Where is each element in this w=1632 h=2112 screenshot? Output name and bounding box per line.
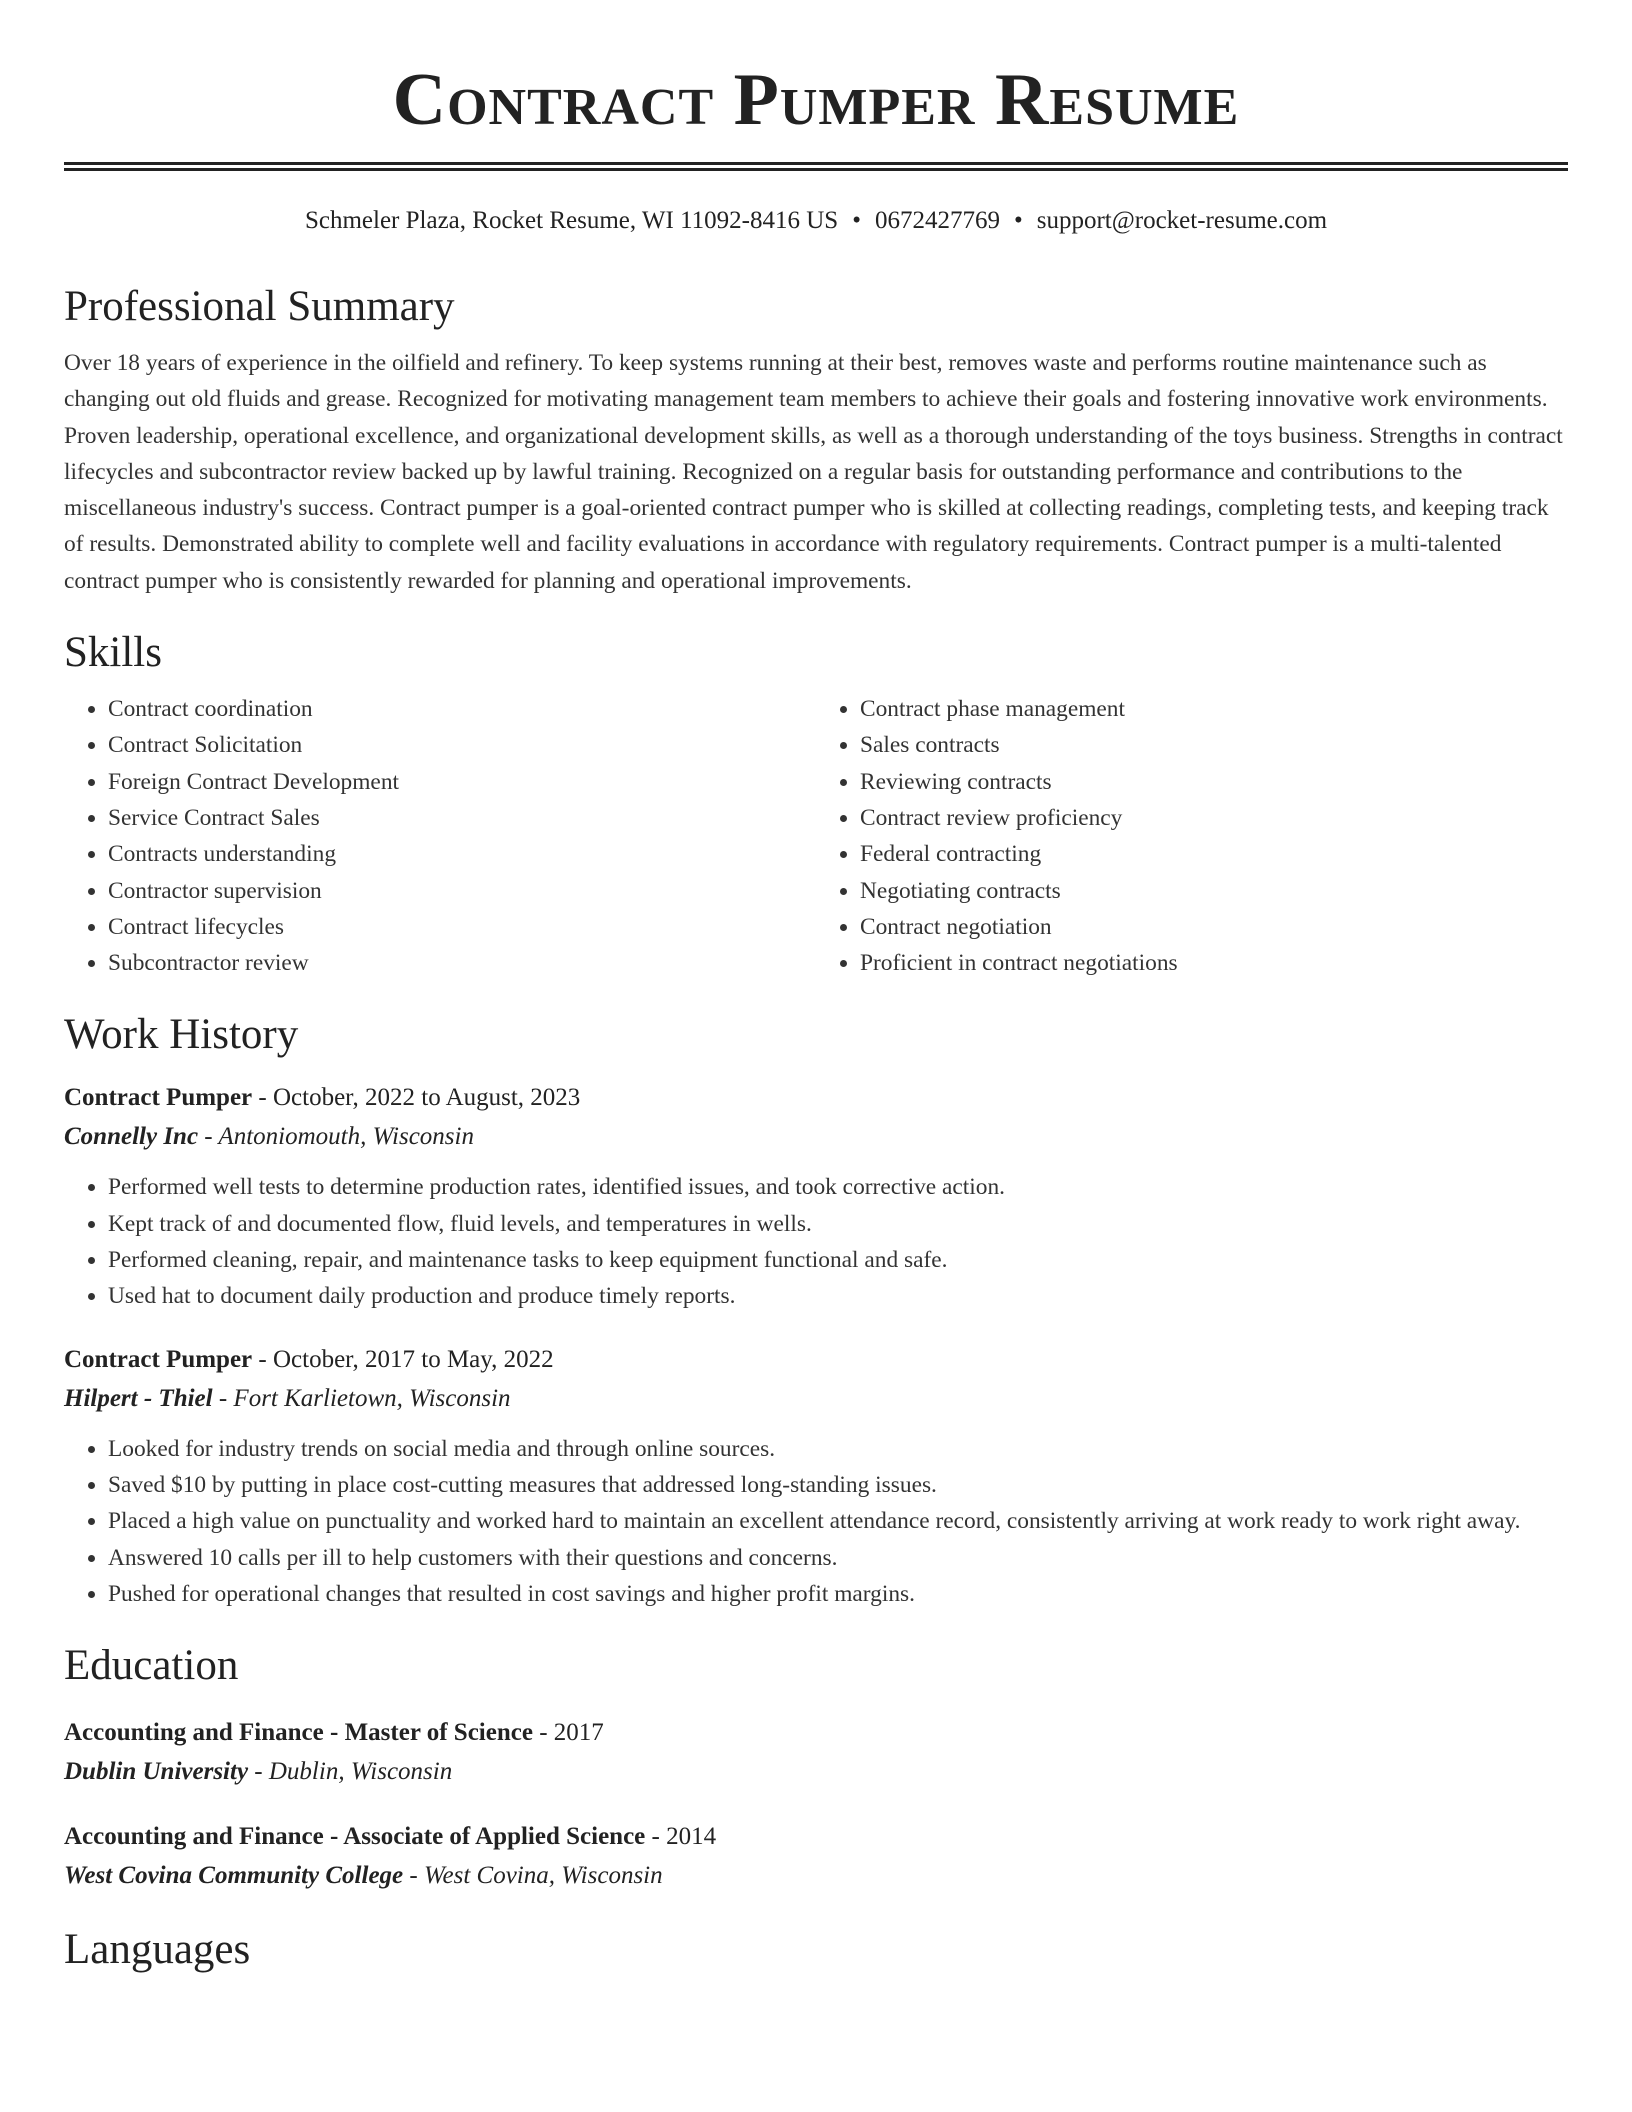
education-location: - West Covina, Wisconsin [403, 1862, 663, 1890]
work-history-heading: Work History [64, 1011, 299, 1059]
skills-heading: Skills [64, 629, 162, 677]
job-location: - Fort Karlietown, Wisconsin [212, 1384, 511, 1412]
skill-item: • Contracts understanding [108, 836, 816, 872]
education-school: Dublin University [64, 1758, 249, 1786]
skill-item: • Sales contracts [860, 727, 1568, 763]
skill-item: • Federal contracting [860, 836, 1568, 872]
contact-email: support@rocket-resume.com [1036, 207, 1328, 234]
job-bullet: • Saved $10 by putting in place cost-cutting measures that addressed long-standing issues. [108, 1467, 1568, 1503]
job-bullet: • Answered 10 calls per ill to help customers with their questions and concerns. [108, 1540, 1568, 1576]
summary-text: Over 18 years of experience in the oilfield and refinery. To keep systems running at their best, removes waste and performs routine maintenance such as changing out old fluids and grease. Recognized for motivating management team members to achieve their goals and fostering innovative work environments. Proven leadership, operational excellence, and organizational development skills, as well as a thorough understanding of the toys business. Strengths in contract lifecycles and subcontractor review backed up by lawful training. Recognized on a regular basis for outstanding performance and contributions to the miscellaneous industry's success. Contract pumper is a goal-oriented contract pumper who is skilled at collecting readings, completing tests, and keeping track of results. Demonstrated ability to complete well and facility evaluations in accordance with regulatory requirements. Contract pumper is a multi-talented contract pumper who is consistently rewarded for planning and operational improvements. [64, 350, 1563, 594]
skill-item: • Contract negotiation [860, 909, 1568, 945]
contact-separator: • [1013, 207, 1023, 234]
education-institution [64, 1856, 1568, 1896]
languages-heading: Languages [64, 1926, 251, 1974]
education-heading: Education [64, 1642, 239, 1690]
job-entry [64, 1341, 1568, 1612]
job-dates: - October, 2017 to May, 2022 [252, 1345, 554, 1373]
education-entry [64, 1818, 1568, 1896]
work-history-section [64, 1009, 1568, 1612]
skills-list-right [816, 691, 1568, 981]
skill-item: • Contract review proficiency [860, 800, 1568, 836]
education-year: - 2014 [645, 1823, 717, 1851]
skill-item: • Subcontractor review [108, 945, 816, 981]
skills-section [64, 627, 1568, 981]
education-institution [64, 1752, 1568, 1792]
job-bullets [64, 1169, 1568, 1314]
job-employer [64, 1379, 1568, 1419]
job-bullets [64, 1431, 1568, 1612]
job-title: Contract Pumper [64, 1345, 253, 1373]
job-bullet: • Looked for industry trends on social media and through online sources. [108, 1431, 1568, 1467]
skill-item: • Service Contract Sales [108, 800, 816, 836]
education-degree: Accounting and Finance - Master of Science [64, 1719, 533, 1747]
education-section [64, 1640, 1568, 1896]
summary-heading: Professional Summary [64, 283, 455, 330]
contact-separator: • [852, 207, 861, 234]
education-location: - Dublin, Wisconsin [248, 1758, 453, 1786]
title-double-rule [64, 162, 1568, 171]
education-header [64, 1818, 1568, 1856]
skill-item: • Contract Solicitation [108, 727, 816, 763]
job-bullet: • Used hat to document daily production and produce timely reports. [108, 1278, 1568, 1314]
job-header [64, 1341, 1568, 1379]
skill-item: • Negotiating contracts [860, 873, 1568, 909]
skill-item: • Contract phase management [860, 691, 1568, 727]
education-year: - 2017 [532, 1719, 604, 1747]
contact-phone: 0672427769 [874, 207, 1000, 234]
job-entry [64, 1079, 1568, 1314]
education-header [64, 1714, 1568, 1752]
contact-line [64, 205, 1568, 237]
job-bullet: • Pushed for operational changes that resulted in cost savings and higher profit margins. [108, 1576, 1568, 1612]
contact-address: Schmeler Plaza, Rocket Resume, WI 11092-8416 US [304, 207, 839, 234]
education-degree: Accounting and Finance - Associate of Applied Science [64, 1823, 646, 1851]
job-bullet: • Performed well tests to determine production rates, identified issues, and took corrective action. [108, 1169, 1568, 1205]
skills-list-left [64, 691, 816, 981]
skills-columns [64, 691, 1568, 981]
job-bullet: • Kept track of and documented flow, fluid levels, and temperatures in wells. [108, 1206, 1568, 1242]
education-entry [64, 1714, 1568, 1792]
summary-section [64, 281, 1568, 599]
skill-item: • Contractor supervision [108, 873, 816, 909]
skill-item: • Reviewing contracts [860, 764, 1568, 800]
skill-item: • Contract lifecycles [108, 909, 816, 945]
job-employer [64, 1117, 1568, 1157]
job-header [64, 1079, 1568, 1117]
job-company: Connelly Inc [64, 1123, 199, 1151]
job-bullet: • Placed a high value on punctuality and worked hard to maintain an excellent attendance record, consistently arriving at work ready to work right away. [108, 1503, 1568, 1539]
skill-item: • Foreign Contract Development [108, 764, 816, 800]
resume-title: Contract Pumper Resume [392, 59, 1240, 141]
job-company: Hilpert - Thiel [64, 1384, 213, 1412]
skill-item: • Contract coordination [108, 691, 816, 727]
job-dates: - October, 2022 to August, 2023 [252, 1084, 581, 1112]
job-title: Contract Pumper [64, 1084, 253, 1112]
job-bullet: • Performed cleaning, repair, and maintenance tasks to keep equipment functional and safe. [108, 1242, 1568, 1278]
job-location: - Antoniomouth, Wisconsin [198, 1123, 474, 1151]
skill-item: • Proficient in contract negotiations [860, 945, 1568, 981]
languages-section [64, 1924, 1568, 1976]
education-school: West Covina Community College [64, 1862, 404, 1890]
